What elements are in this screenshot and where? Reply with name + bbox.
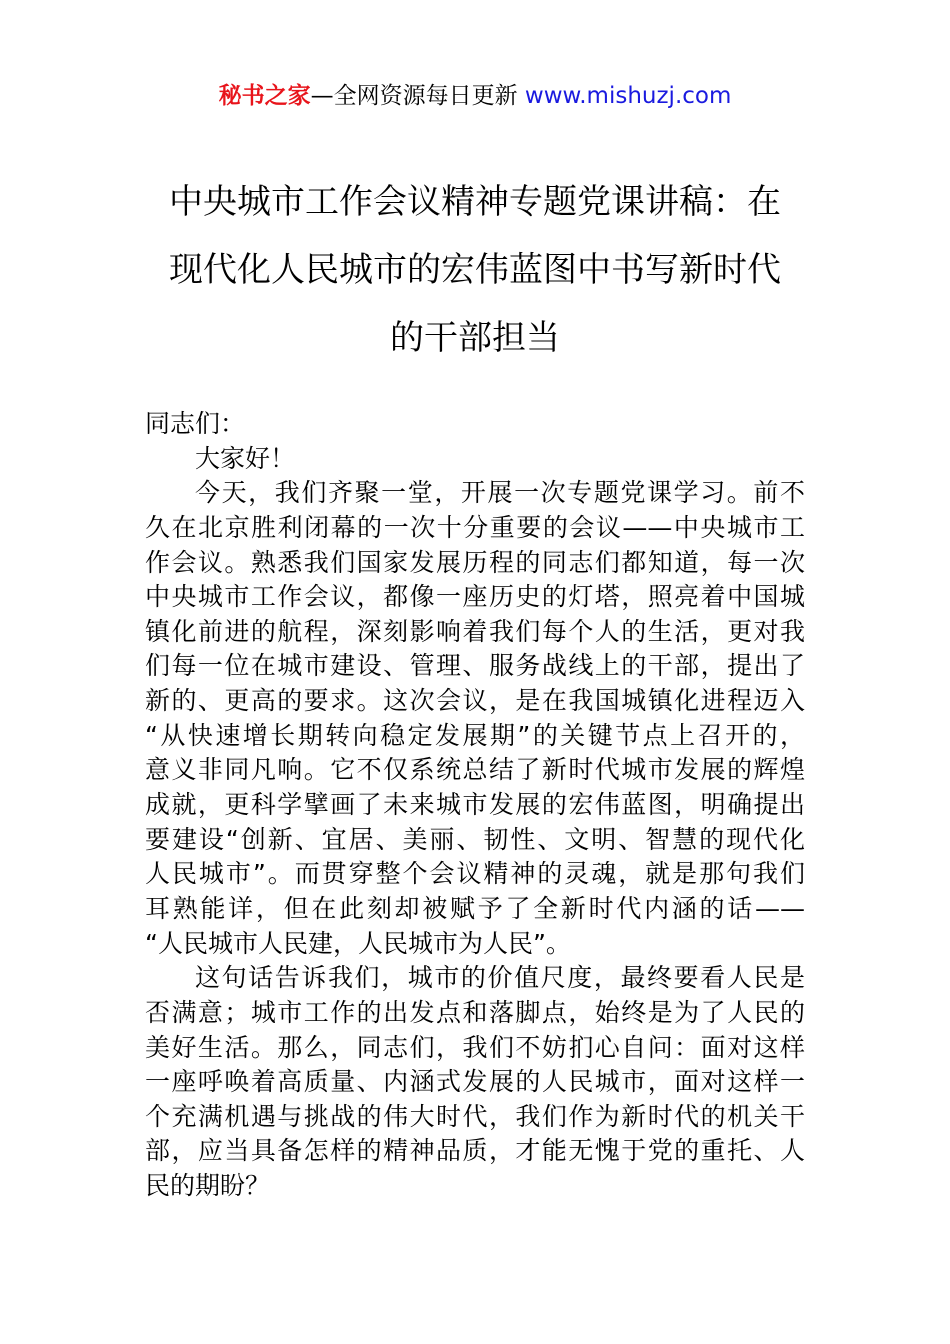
- text-line: 部，应当具备怎样的精神品质，才能无愧于党的重托、人: [145, 1136, 805, 1166]
- document-title: [150, 168, 800, 372]
- text-line: 镇化前进的航程，深刻影响着我们每个人的生活，更对我: [145, 616, 805, 646]
- greeting: 大家好！: [195, 443, 296, 473]
- title-line: 现代化人民城市的宏伟蓝图中书写新时代: [169, 250, 781, 290]
- paragraph-1: [145, 476, 805, 961]
- title-line: 中央城市工作会议精神专题党课讲稿：在: [169, 182, 781, 222]
- text-line: “人民城市人民建，人民城市为人民”。: [145, 928, 571, 958]
- text-line: “从快速增长期转向稳定发展期”的关键节点上召开的，: [145, 720, 805, 750]
- text-line: 个充满机遇与挑战的伟大时代，我们作为新时代的机关干: [145, 1101, 805, 1131]
- text-line: 今天，我们齐聚一堂，开展一次专题党课学习。前不: [195, 478, 805, 508]
- brand-name: 秘书之家: [218, 83, 311, 109]
- text-line: 否满意；城市工作的出发点和落脚点，始终是为了人民的: [145, 997, 805, 1027]
- site-url-link[interactable]: www.mishuzj.com: [524, 83, 732, 109]
- text-line: 美好生活。那么，同志们，我们不妨扪心自问：面对这样: [145, 1032, 805, 1062]
- text-line: 作会议。熟悉我们国家发展历程的同志们都知道，每一次: [145, 547, 805, 577]
- text-line: 人民城市”。而贯穿整个会议精神的灵魂，就是那句我们: [145, 859, 805, 889]
- text-line: 民的期盼？: [145, 1171, 271, 1201]
- text-line: 一座呼唤着高质量、内涵式发展的人民城市，面对这样一: [145, 1067, 805, 1097]
- text-line: 要建设“创新、宜居、美丽、韧性、文明、智慧的现代化: [145, 824, 805, 854]
- text-line: 意义非同凡响。它不仅系统总结了新时代城市发展的辉煌: [145, 755, 805, 785]
- text-line: 中央城市工作会议，都像一座历史的灯塔，照亮着中国城: [145, 582, 805, 612]
- text-line: 久在北京胜利闭幕的一次十分重要的会议——中央城市工: [145, 512, 805, 542]
- text-line: 新的、更高的要求。这次会议，是在我国城镇化进程迈入: [145, 686, 805, 716]
- text-line: 成就，更科学擘画了未来城市发展的宏伟蓝图，明确提出: [145, 790, 805, 820]
- text-line: 耳熟能详，但在此刻却被赋予了全新时代内涵的话——: [145, 893, 805, 923]
- document-body: [145, 407, 805, 1204]
- header-slogan: —全网资源每日更新: [310, 83, 525, 109]
- title-line: 的干部担当: [390, 318, 560, 358]
- paragraph-2: [145, 961, 805, 1203]
- salutation: 同志们：: [145, 409, 246, 438]
- text-line: 这句话告诉我们，城市的价值尺度，最终要看人民是: [195, 963, 805, 993]
- text-line: 们每一位在城市建设、管理、服务战线上的干部，提出了: [145, 651, 805, 681]
- site-header: [0, 80, 950, 112]
